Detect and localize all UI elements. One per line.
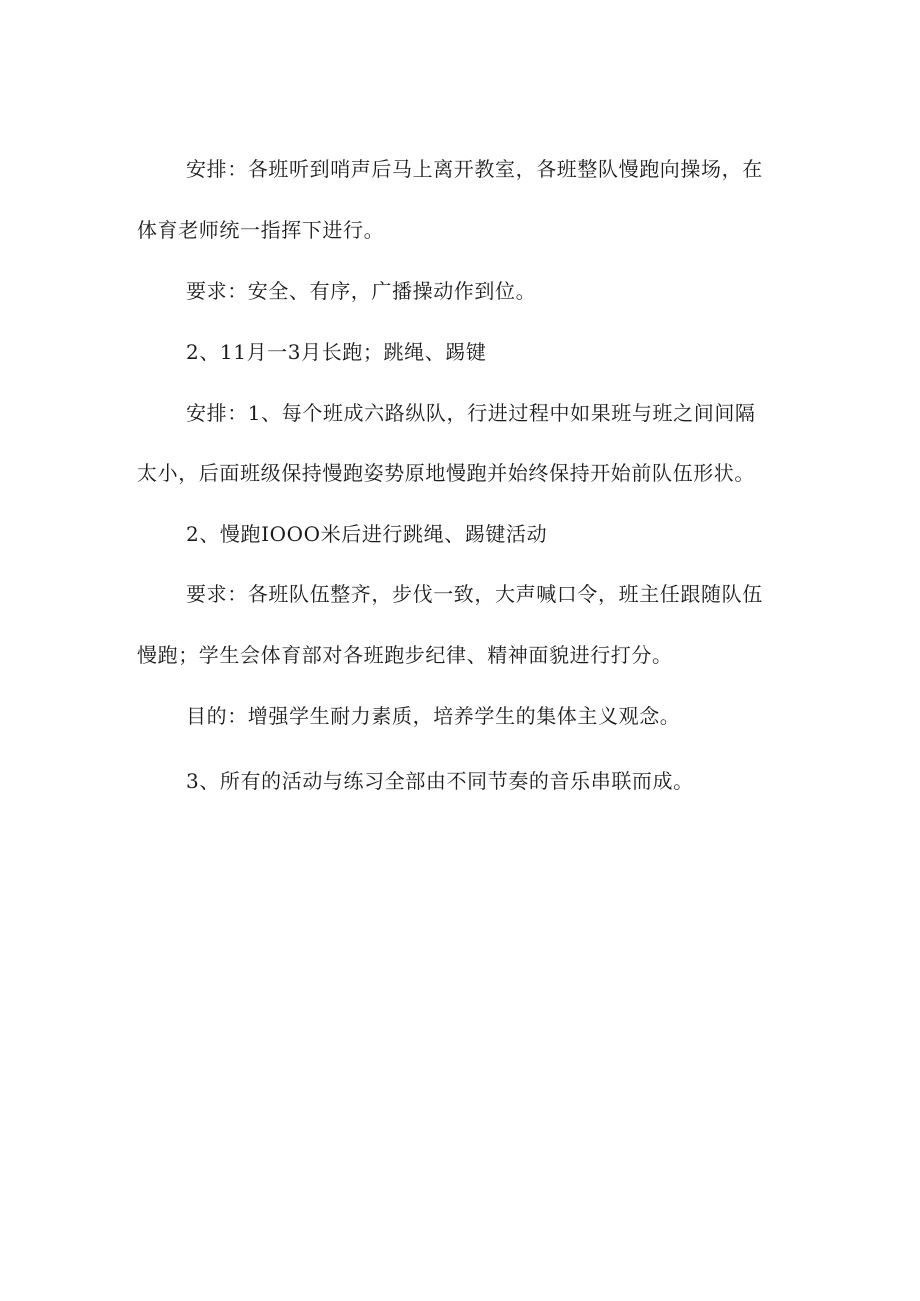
paragraph-item-3-music: 3、所有的活动与练习全部由不同节奏的音乐串联而成。 [186, 769, 694, 793]
paragraph-arrangement-line-2: 体育老师统一指挥下进行。 [137, 218, 385, 242]
paragraph-requirement-2-line-2: 慢跑；学生会体育部对各班跑步纪律、精神面貌进行打分。 [137, 643, 673, 667]
paragraph-jog-1000m: 2、慢跑IOOO米后进行跳绳、踢键活动 [186, 522, 548, 546]
paragraph-requirement-safety: 要求：安全、有序，广播操动作到位。 [186, 279, 537, 303]
paragraph-arrangement-2-line-2: 太小，后面班级保持慢跑姿势原地慢跑并始终保持开始前队伍形状。 [137, 461, 755, 485]
paragraph-purpose: 目的：增强学生耐力素质，培养学生的集体主义观念。 [186, 704, 681, 728]
paragraph-requirement-2-line-1: 要求：各班队伍整齐，步伐一致，大声喊口令，班主任跟随队伍 [186, 582, 763, 606]
paragraph-item-2-long-run: 2、11月一3月长跑；跳绳、踢键 [186, 340, 487, 364]
paragraph-arrangement-2-line-1: 安排：1、每个班成六路纵队，行进过程中如果班与班之间间隔 [186, 401, 756, 425]
paragraph-arrangement-line-1: 安排：各班听到哨声后马上离开教室，各班整队慢跑向操场，在 [186, 157, 763, 181]
